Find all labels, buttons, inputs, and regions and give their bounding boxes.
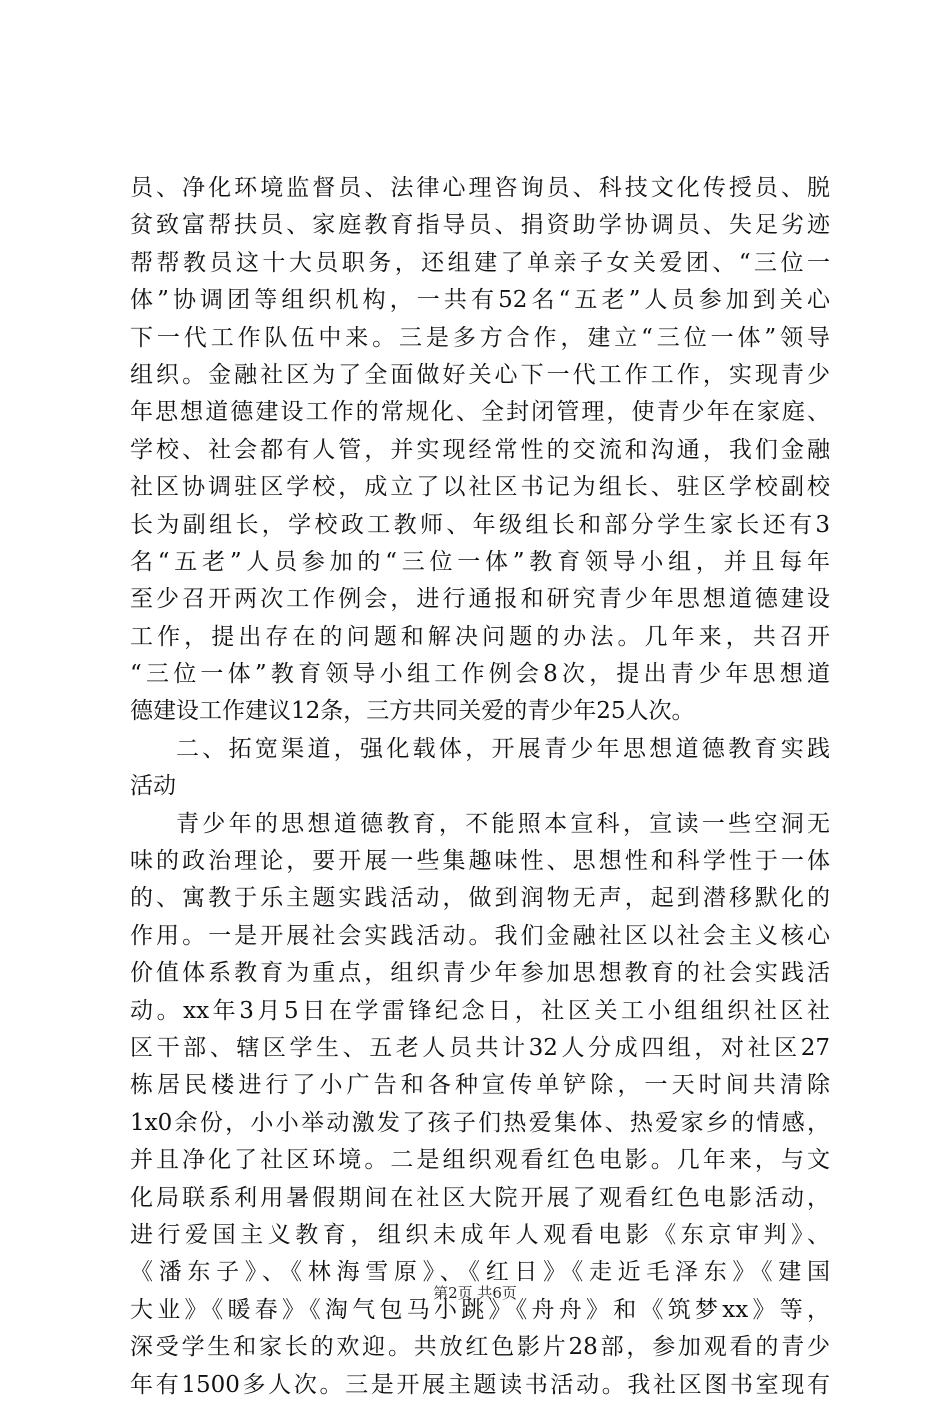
text-line: 工作，提出存在的问题和解决问题的办法。几年来，共召开	[130, 623, 830, 650]
body-text	[130, 170, 830, 1404]
text-line: 进行爱国主义教育，组织未成年人观看电影《东京审判》、	[130, 1221, 830, 1248]
text-line: 下一代工作队伍中来。三是多方合作，建立“三位一体”领导	[130, 324, 830, 351]
text-line: 帮帮教员这十大员职务，还组建了单亲子女关爱团、“三位一	[130, 249, 830, 276]
text-line: 动。xx年3月5日在学雷锋纪念日，社区关工小组组织社区社	[130, 997, 830, 1024]
text-line: 化局联系利用暑假期间在社区大院开展了观看红色电影活动，	[130, 1184, 830, 1211]
text-line: 并且净化了社区环境。二是组织观看红色电影。几年来，与文	[130, 1147, 830, 1174]
text-line: 价值体系教育为重点，组织青少年参加思想教育的社会实践活	[130, 960, 830, 987]
section-heading-continued: 活动	[130, 773, 176, 800]
text-line: 深受学生和家长的欢迎。共放红色影片28部，参加观看的青少	[130, 1334, 830, 1361]
text-line: 组织。金融社区为了全面做好关心下一代工作工作，实现青少	[130, 361, 830, 388]
text-line: 《潘东子》、《林海雪原》、《红日》《走近毛泽东》《建国	[130, 1259, 830, 1286]
text-line: 1x0余份，小小举动激发了孩子们热爱集体、热爱家乡的情感，	[130, 1109, 830, 1136]
text-line: 体”协调团等组织机构，一共有52名“五老”人员参加到关心	[130, 287, 830, 314]
text-line: 年思想道德建设工作的常规化、全封闭管理，使青少年在家庭、	[130, 399, 830, 426]
text-line: 员、净化环境监督员、法律心理咨询员、科技文化传授员、脱	[130, 175, 830, 201]
text-line: 学校、社会都有人管，并实现经常性的交流和沟通，我们金融	[130, 436, 830, 463]
text-line: 栋居民楼进行了小广告和各种宣传单铲除，一天时间共清除	[130, 1072, 830, 1099]
text-line: 作用。一是开展社会实践活动。我们金融社区以社会主义核心	[130, 922, 830, 949]
text-line: 年有1500多人次。三是开展主题读书活动。我社区图书室现有	[130, 1371, 830, 1398]
text-line: 贫致富帮扶员、家庭教育指导员、捐资助学协调员、失足劣迹	[130, 212, 830, 239]
text-line: 大业》《暖春》《淘气包马小跳》《舟舟》和《筑梦xx》等，	[130, 1296, 830, 1323]
text-line: 味的政治理论，要开展一些集趣味性、思想性和科学性于一体	[130, 848, 830, 875]
text-line: 的、寓教于乐主题实践活动，做到润物无声，起到潜移默化的	[130, 885, 830, 912]
text-line: 社区协调驻区学校，成立了以社区书记为组长、驻区学校副校	[130, 474, 830, 501]
text-line: “三位一体”教育领导小组工作例会8次，提出青少年思想道	[130, 661, 830, 688]
text-line: 至少召开两次工作例会，进行通报和研究青少年思想道德建设	[130, 586, 830, 613]
text-line: 名“五老”人员参加的“三位一体”教育领导小组，并且每年	[130, 548, 830, 575]
page-number-footer: 第2页 共6页	[433, 1284, 517, 1302]
text-line: 长为副组长，学校政工教师、年级组长和部分学生家长还有3	[130, 511, 830, 538]
text-line: 青少年的思想道德教育，不能照本宣科，宣读一些空洞无	[176, 810, 830, 837]
text-line: 德建设工作建议12条，三方共同关爱的青少年25人次。	[130, 698, 695, 725]
section-heading: 二、拓宽渠道，强化载体，开展青少年思想道德教育实践	[176, 735, 830, 762]
text-line: 区干部、辖区学生、五老人员共计32人分成四组，对社区27	[130, 1034, 830, 1061]
